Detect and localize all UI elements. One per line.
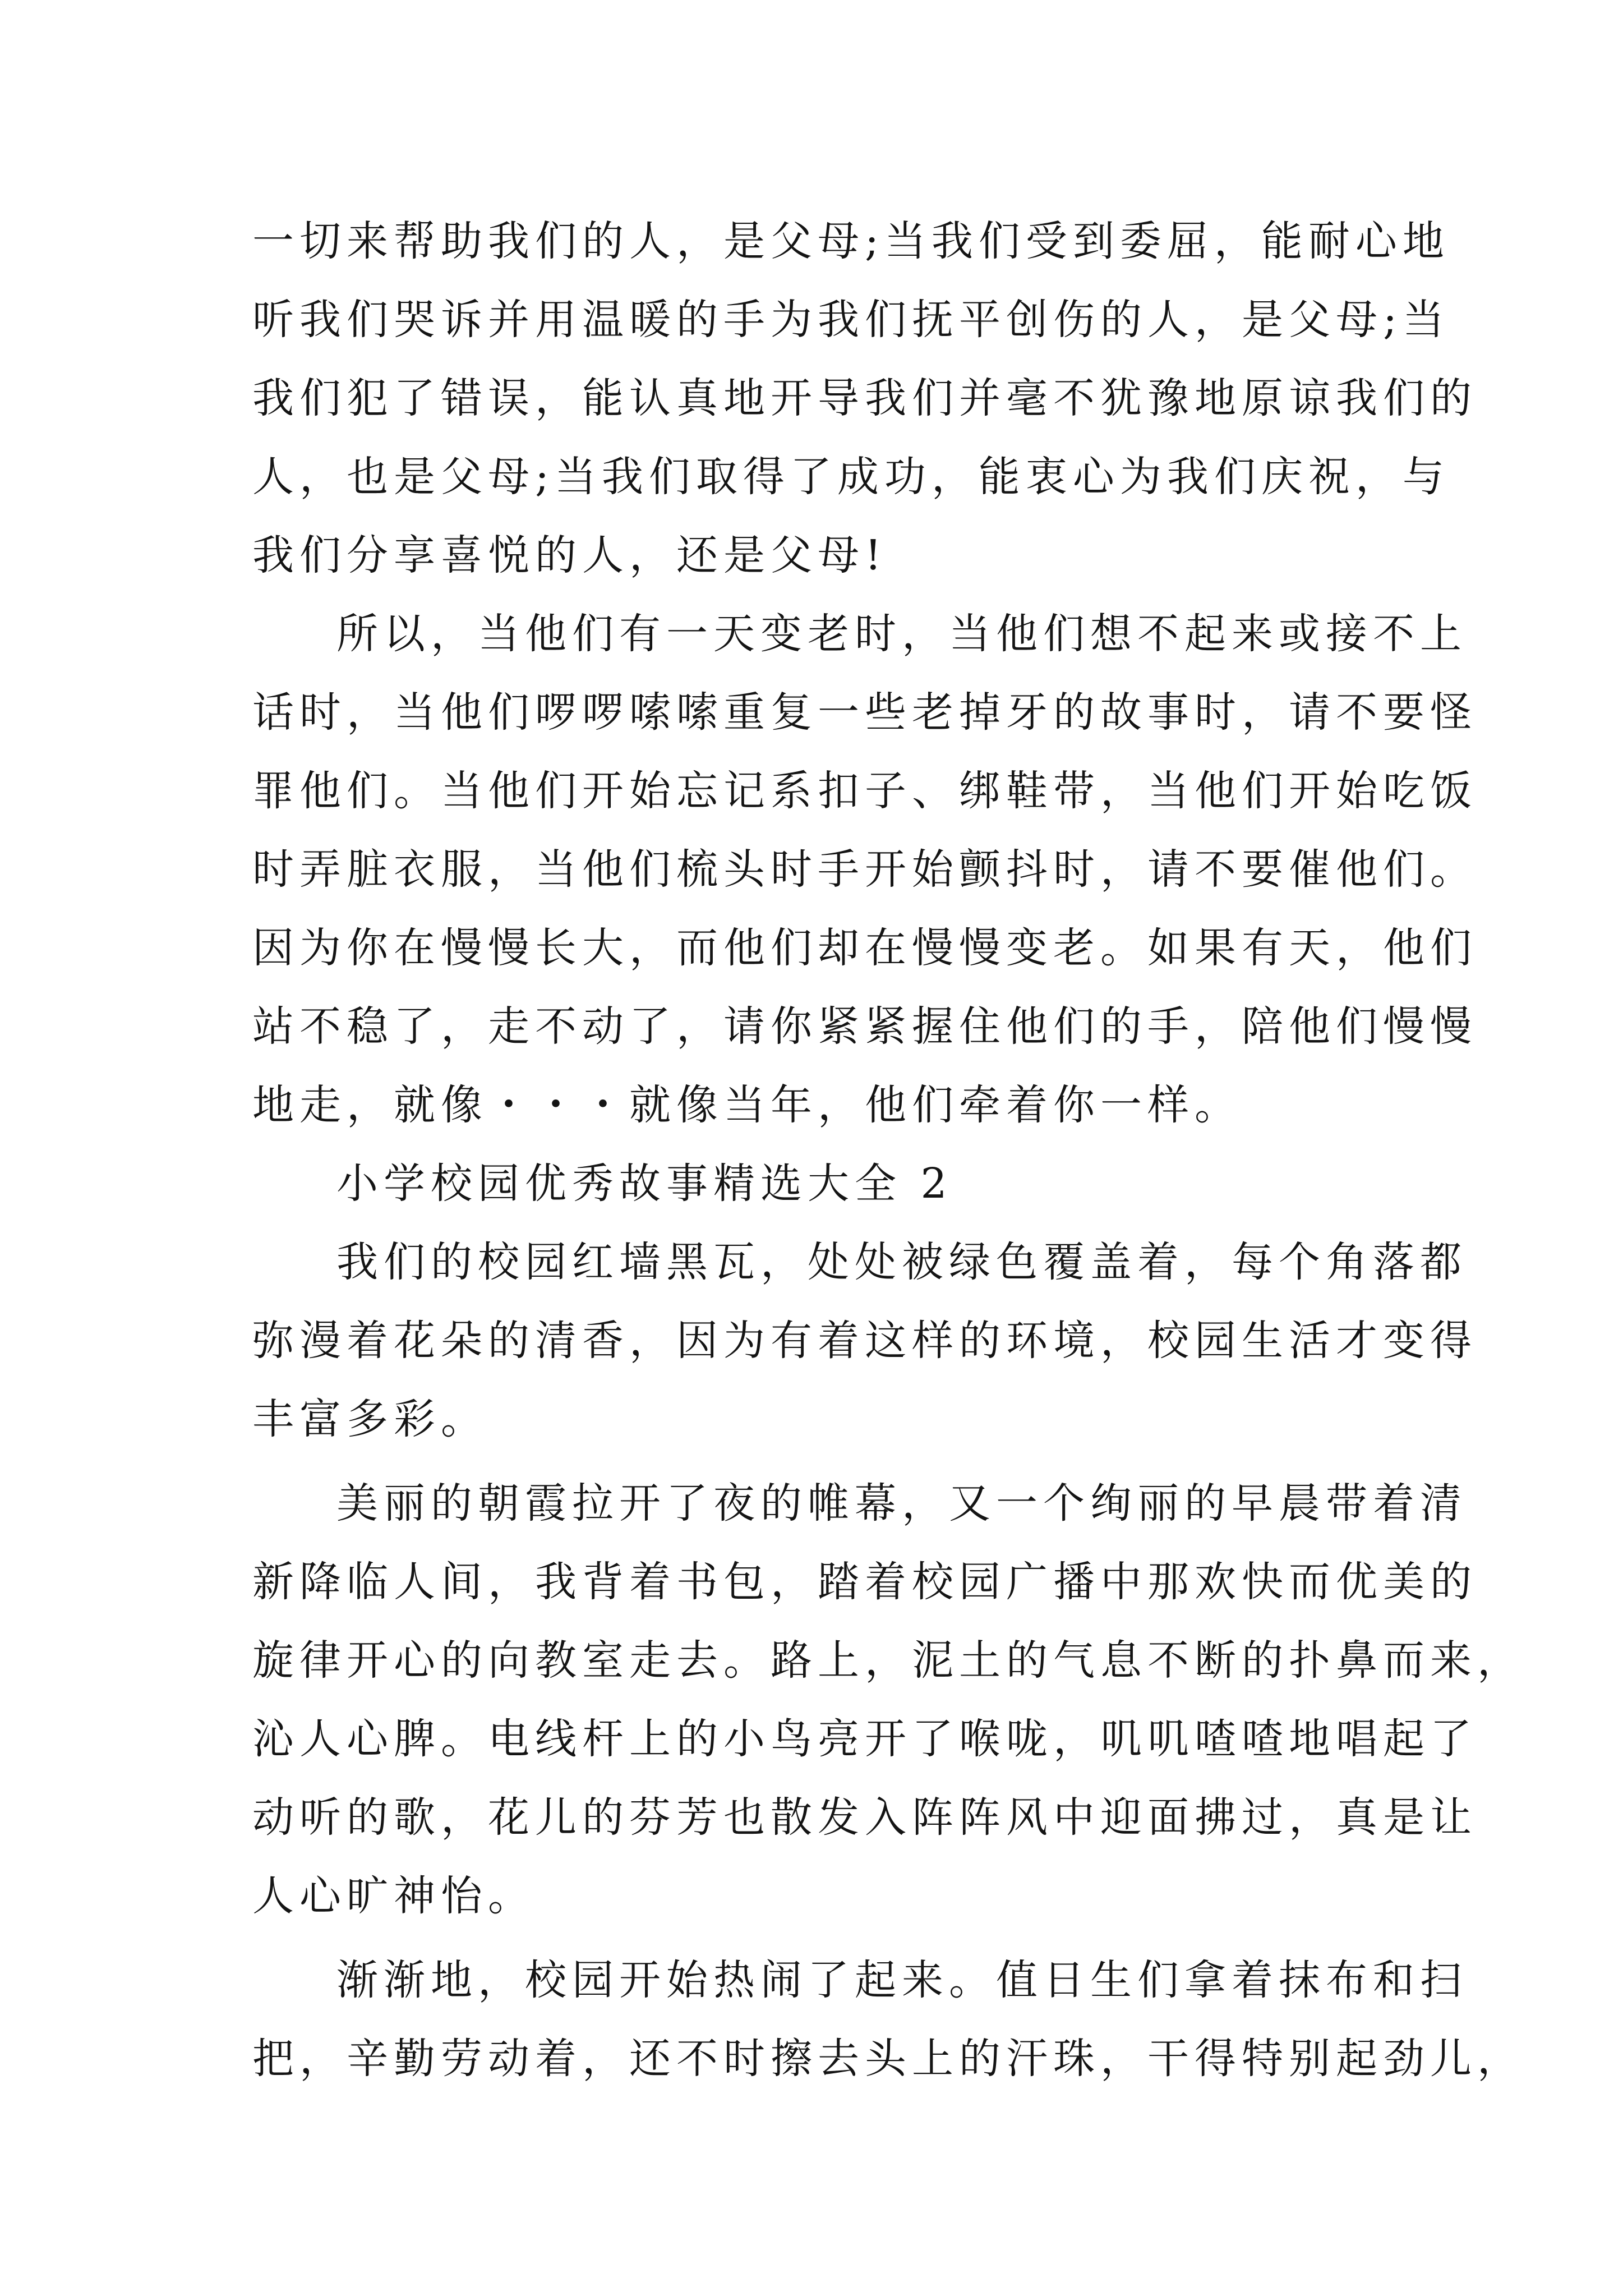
text-line: 人，也是父母;当我们取得了成功，能衷心为我们庆祝，与 [252, 453, 1450, 501]
text-line: 把，辛勤劳动着，还不时擦去头上的汗珠，干得特别起劲儿， [252, 2035, 1524, 2083]
text-line: 我们分享喜悦的人，还是父母! [252, 531, 887, 579]
paragraph-first-line: 我们的校园红墙黑瓦，处处被绿色覆盖着，每个角落都 [336, 1238, 1467, 1286]
text-line: 沁人心脾。电线杆上的小鸟亮开了喉咙，叽叽喳喳地唱起了 [252, 1715, 1477, 1763]
text-line: 动听的歌，花儿的芬芳也散发入阵阵风中迎面拂过，真是让 [252, 1793, 1477, 1842]
paragraph-first-line: 美丽的朝霞拉开了夜的帷幕，又一个绚丽的早晨带着清 [336, 1479, 1467, 1527]
text-line: 弥漫着花朵的清香，因为有着这样的环境，校园生活才变得 [252, 1317, 1477, 1365]
paragraph-first-line: 渐渐地，校园开始热闹了起来。值日生们拿着抹布和扫 [336, 1956, 1467, 2004]
paragraph-first-line: 所以，当他们有一天变老时，当他们想不起来或接不上 [336, 610, 1467, 658]
text-line: 罪他们。当他们开始忘记系扣子、绑鞋带，当他们开始吃饭 [252, 767, 1477, 815]
text-line: 听我们哭诉并用温暖的手为我们抚平创伤的人，是父母;当 [252, 296, 1450, 344]
text-line: 一切来帮助我们的人，是父母;当我们受到委屈，能耐心地 [252, 217, 1450, 265]
text-line: 地走，就像・・・就像当年，他们牵着你一样。 [252, 1081, 1242, 1129]
text-line: 因为你在慢慢长大，而他们却在慢慢变老。如果有天，他们 [252, 924, 1477, 972]
text-line: 我们犯了错误，能认真地开导我们并毫不犹豫地原谅我们的 [252, 374, 1477, 422]
text-line: 站不稳了，走不动了，请你紧紧握住他们的手，陪他们慢慢 [252, 1002, 1477, 1051]
text-line: 丰富多彩。 [252, 1395, 488, 1443]
text-line: 旋律开心的向教室走去。路上，泥土的气息不断的扑鼻而来， [252, 1636, 1524, 1685]
text-line: 人心旷神怡。 [252, 1872, 535, 1920]
text-line: 话时，当他们啰啰嗦嗦重复一些老掉牙的故事时，请不要怪 [252, 688, 1477, 737]
section-heading: 小学校园优秀故事精选大全 2 [336, 1159, 953, 1208]
text-line: 新降临人间，我背着书包，踏着校园广播中那欢快而优美的 [252, 1558, 1477, 1606]
text-line: 时弄脏衣服，当他们梳头时手开始颤抖时，请不要催他们。 [252, 845, 1477, 894]
